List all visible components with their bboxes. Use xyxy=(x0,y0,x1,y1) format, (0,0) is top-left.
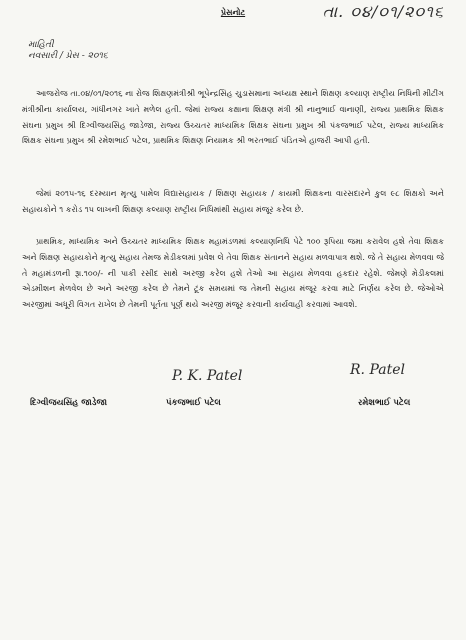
signatory-name-rameshbhai: રમેશભાઈ પટેલ xyxy=(358,398,411,408)
signature-pankajbhai: P. K. Patel xyxy=(172,368,243,384)
document-title: પ્રેસનોટ xyxy=(220,8,246,17)
paragraph-assistance: જેમાં ૨૦૧૫-૧૬ દરમ્યાન મૃત્યુ પામેલ વિદ્યાસહાયક / શિક્ષણ સહાયક / કાયમી શિક્ષકના વારસદારને કુલ ૯૮ શિક્ષકો અને સહાયકોને ૧ કરોડ ૧૫ લાખની શિક્ષણ કલ્યાણ રાષ્ટ્રીય નિધિમાંથી સહાય મંજૂર કરેલ છે. xyxy=(22,188,444,214)
handwritten-note-line1: માહિતી xyxy=(28,40,54,50)
signature-rameshbhai: R. Patel xyxy=(350,362,405,378)
signatory-name-digvijaysinh: દિગ્વીજયસિંહ જાડેજા xyxy=(30,398,107,408)
signatory-name-pankajbhai: પંકજભાઈ પટેલ xyxy=(166,398,221,408)
handwritten-date: તા. ૦૪/૦૧/૨૦૧૬ xyxy=(322,2,444,21)
handwritten-note-line2: નવસારી / પ્રેસ - ૨૦૧૬ xyxy=(28,51,108,61)
paragraph-eligibility: પ્રાથમિક, માધ્યમિક અને ઉચ્ચતર માધ્યમિક શિક્ષક મહામંડળમાં કલ્યાણનિધિ પેટે ૧૦૦ રૂપિયા જમા કરાવેલ હશે તેવા શિક્ષક અને શિક્ષણ સહાયકોને મૃત્યુ સહાય તેમજ મેડીકલમાં પ્રવેશ લે તેવા શિક્ષક સંતાનને સહાય મળવાપાત્ર થશે. જે તે સહાય મેળવવા જે તે મહામંડળની રૂા.૧૦૦/- ની પાકી રસીદ સાથે અરજી કરેલ હશે તેઓ આ સહાય મેળવવા હકદાર રહેશે. જેમણે મેડીકલમાં એડમીશન મેળવેલ છે અને અરજી કરેલ છે તેમને ટૂંક સમયમાં જ તેમની સહાય મંજૂર કરવા માટે નિર્ણય કરેલ છે. જેઓએ અરજીમાં અધૂરી વિગત રાખેલ છે તેમની પૂર્તતા પૂર્ણ થયે અરજી મંજૂર કરવાની કાર્યવાહી કરવામાં આવશે. xyxy=(22,236,445,310)
paragraph-meeting: આજરોજ તા.૦૪/૦૧/૨૦૧૬ ના રોજ શિક્ષણમંત્રીશ્રી ભૂપેન્દ્રસિંહ ચુડાસમાના અધ્યક્ષ સ્થાને શિક્ષણ કલ્યાણ રાષ્ટ્રીય નિધિની મીટીંગ મંત્રીશ્રીના કાર્યાલય, ગાંધીનગર ખાતે મળેલ હતી. જેમાં રાજ્ય કક્ષાના શિક્ષણ મંત્રી શ્રી નાનુભાઈ વાનાણી, રાજ્ય પ્રાથમિક શિક્ષક સંઘના પ્રમુખ શ્રી દિગ્વીજયસિંહ જાડેજા, રાજ્ય ઉચ્ચતર માધ્યમિક શિક્ષક સંઘના પ્રમુખ શ્રી પંકજભાઈ પટેલ, રાજ્ય માધ્યમિક શિક્ષક સંઘના પ્રમુખ શ્રી રમેશભાઈ પટેલ, પ્રાથમિક શિક્ષણ નિયામક શ્રી ભરતભાઈ પંડિતએ હાજરી આપી હતી. xyxy=(22,88,444,146)
handwritten-note xyxy=(28,40,108,62)
